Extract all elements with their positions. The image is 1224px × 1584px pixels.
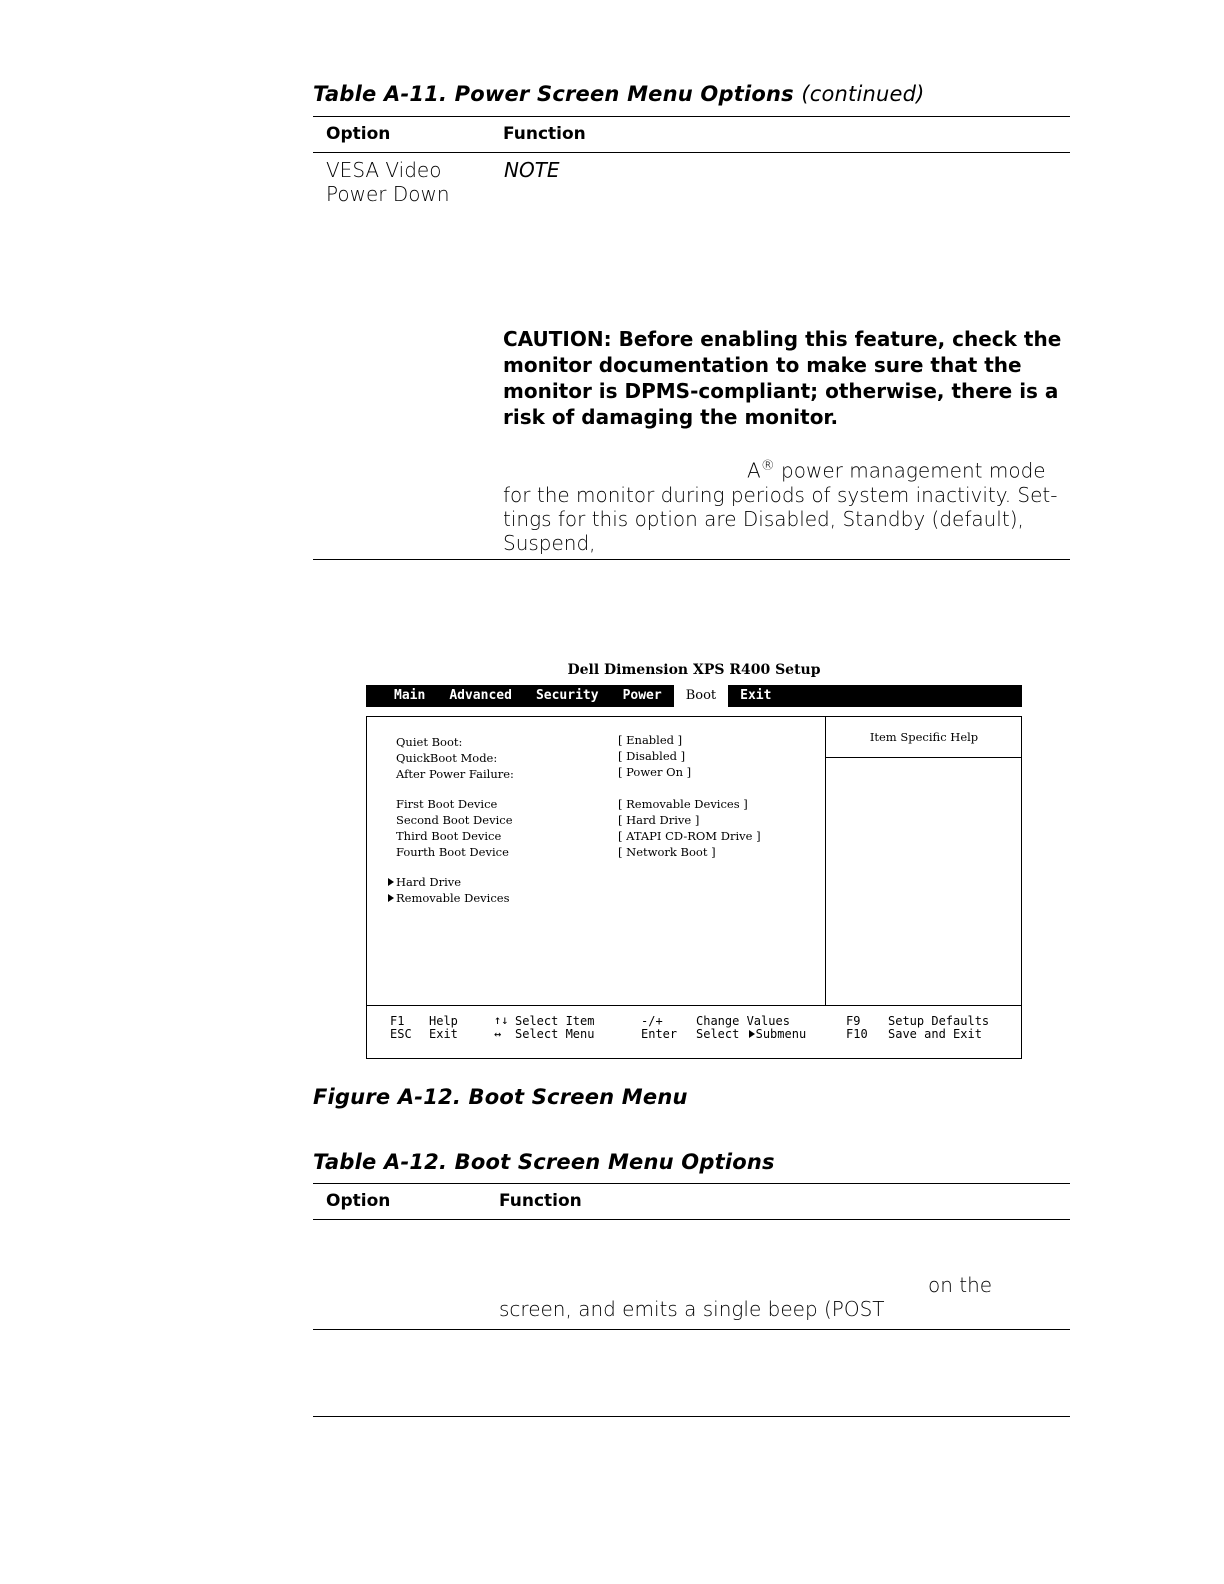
submenu-hard-drive-label: Hard Drive [396, 875, 462, 889]
submenu-removable-devices[interactable] [388, 891, 510, 905]
setting-third-boot-value[interactable]: [ ATAPI CD-ROM Drive ] [618, 829, 761, 843]
setting-third-boot-label: Third Boot Device [396, 829, 502, 843]
key-f1-action: Help [429, 1014, 458, 1028]
caution-block [503, 326, 1063, 430]
caution-label: CAUTION: [503, 327, 612, 351]
key-esc: ESC [390, 1027, 412, 1041]
desc-line-1-b: power management mode [774, 458, 1046, 483]
bios-menubar [366, 685, 1022, 707]
table-a12-row1-fragment-1: on the [928, 1273, 993, 1297]
option-line-2: Power Down [326, 182, 450, 206]
table-a11-caption-text: Table A-11. Power Screen Menu Options [313, 82, 794, 106]
setting-quickboot-label: QuickBoot Mode: [396, 751, 498, 765]
submenu-removable-devices-label: Removable Devices [396, 891, 510, 905]
key-f1: F1 [390, 1014, 405, 1028]
registered-mark: ® [760, 458, 775, 474]
desc-line-2: for the monitor during periods of system inactivity. Set- [503, 482, 1058, 507]
key-leftright-icon: ↔ [494, 1027, 502, 1041]
bios-main-panel [366, 716, 1022, 1059]
setting-quiet-boot-value[interactable]: [ Enabled ] [618, 733, 683, 747]
setting-first-boot-value[interactable]: [ Removable Devices ] [618, 797, 748, 811]
table-a12-row2-rule [313, 1416, 1070, 1417]
key-enter-action-text: Select [696, 1027, 740, 1041]
table-a11-bottom-rule [313, 559, 1070, 560]
table-a12-col-function: Function [499, 1191, 582, 1211]
desc-line-1 [503, 454, 1063, 483]
key-f10-action: Save and Exit [888, 1027, 982, 1041]
key-esc-action: Exit [429, 1027, 458, 1041]
vesa-description [503, 454, 1063, 555]
caution-text: Before enabling this feature, check the monitor documentation to make sure that the monitor is DPMS-compliant; otherwise, there is a risk of damaging the monitor. [503, 327, 1062, 429]
table-a12-caption: Table A-12. Boot Screen Menu Options [313, 1150, 775, 1174]
setting-quiet-boot-label: Quiet Boot: [396, 735, 463, 749]
setting-second-boot-value[interactable]: [ Hard Drive ] [618, 813, 700, 827]
figure-a12-caption: Figure A-12. Boot Screen Menu [313, 1085, 688, 1109]
key-updown-action: Select Item [515, 1014, 595, 1028]
key-minusplus: -/+ [641, 1014, 663, 1028]
help-title-rule [825, 757, 1022, 758]
submenu-arrow-icon [388, 878, 394, 886]
note-label: NOTE [504, 158, 560, 182]
menu-advanced[interactable]: Advanced [449, 688, 512, 703]
setting-quickboot-value[interactable]: [ Disabled ] [618, 749, 686, 763]
setting-fourth-boot-label: Fourth Boot Device [396, 845, 509, 859]
option-vesa-video-power-down [326, 158, 450, 206]
table-a12-col-option: Option [326, 1191, 391, 1211]
key-enter-action [696, 1027, 806, 1041]
table-a12-top-rule [313, 1183, 1070, 1184]
desc-line-1-a: A [747, 458, 761, 483]
submenu-hard-drive[interactable] [388, 875, 461, 889]
table-a11-col-option: Option [326, 124, 391, 144]
menu-exit[interactable]: Exit [740, 688, 772, 703]
key-enter: Enter [641, 1027, 678, 1041]
key-f9-action: Setup Defaults [888, 1014, 990, 1028]
setting-second-boot-label: Second Boot Device [396, 813, 513, 827]
menu-power[interactable]: Power [622, 688, 662, 703]
submenu-arrow-icon [749, 1030, 755, 1038]
table-a11-header-rule [313, 152, 1070, 153]
setting-fourth-boot-value[interactable]: [ Network Boot ] [618, 845, 716, 859]
key-enter-action-submenu: Submenu [755, 1027, 807, 1041]
submenu-arrow-icon [388, 894, 394, 902]
menu-boot[interactable]: Boot [674, 685, 728, 707]
option-line-1: VESA Video [326, 158, 442, 182]
help-title: Item Specific Help [869, 730, 979, 744]
menu-main[interactable]: Main [394, 688, 426, 703]
bios-title: Dell Dimension XPS R400 Setup [567, 662, 821, 678]
key-f10: F10 [846, 1027, 868, 1041]
key-f9: F9 [846, 1014, 861, 1028]
help-pane-divider [825, 717, 826, 1005]
table-a11-caption [313, 82, 925, 106]
table-a12-header-rule [313, 1219, 1070, 1220]
setting-first-boot-label: First Boot Device [396, 797, 498, 811]
table-a11-top-rule [313, 116, 1070, 117]
menu-security[interactable]: Security [535, 688, 599, 703]
setting-after-power-failure-value[interactable]: [ Power On ] [618, 765, 692, 779]
key-leftright-action: Select Menu [515, 1027, 595, 1041]
setting-after-power-failure-label: After Power Failure: [396, 767, 514, 781]
key-minusplus-action: Change Values [696, 1014, 790, 1028]
table-a11-col-function: Function [503, 124, 586, 144]
desc-line-4: Suspend, [503, 530, 596, 555]
key-updown-icon: ↑↓ [494, 1013, 509, 1027]
table-a11-caption-suffix: (continued) [801, 82, 925, 106]
desc-line-3: tings for this option are Disabled, Standby (default), [503, 506, 1024, 531]
table-a12-row1-rule [313, 1329, 1070, 1330]
table-a12-row1-fragment-2: screen, and emits a single beep (POST [499, 1297, 885, 1321]
footer-divider [367, 1005, 1021, 1006]
